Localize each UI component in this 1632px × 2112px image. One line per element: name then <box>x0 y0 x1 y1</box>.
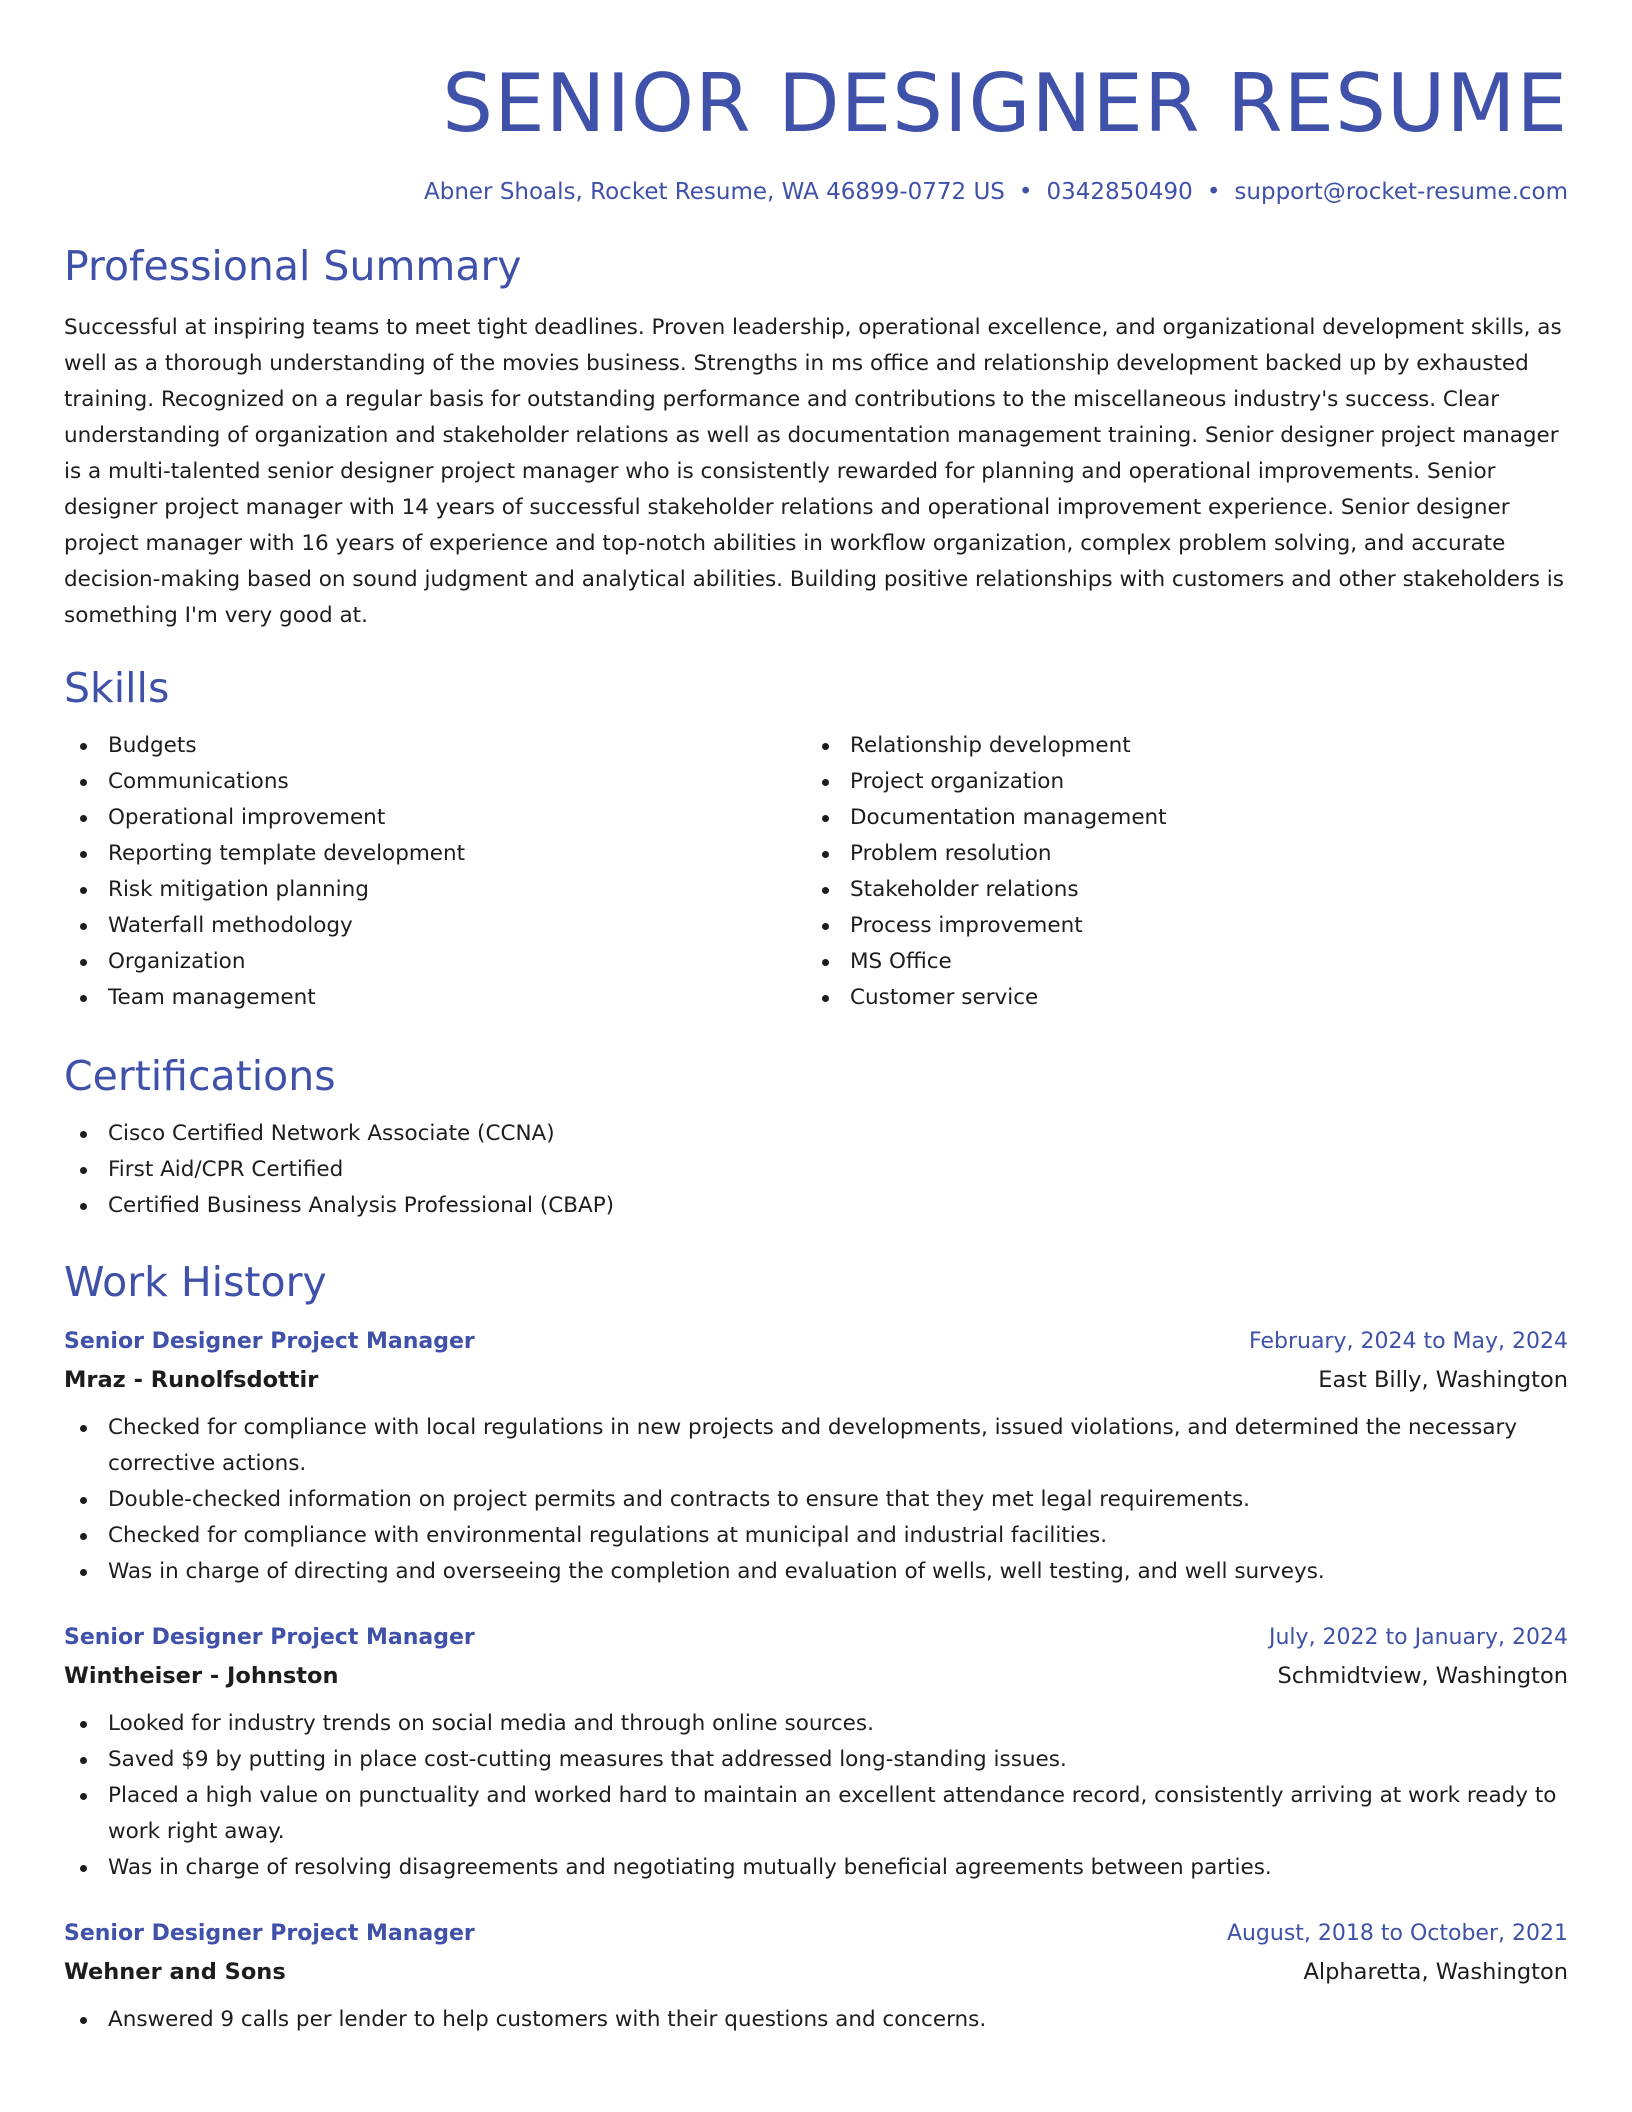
certifications-list <box>64 1116 1568 1224</box>
job-title: Senior Designer Project Manager <box>64 1329 475 1354</box>
skill-item: Project organization <box>806 764 1548 800</box>
contact-line <box>64 176 1568 208</box>
skill-item: Documentation management <box>806 800 1548 836</box>
job-header-row <box>64 1620 1568 1656</box>
skill-item: Reporting template development <box>64 836 806 872</box>
job-bullets <box>64 1410 1568 1590</box>
job-company: Mraz - Runolfsdottir <box>64 1367 319 1393</box>
skill-item: Risk mitigation planning <box>64 872 806 908</box>
skills-heading: Skills <box>64 664 170 712</box>
job-company-row <box>64 1360 1568 1400</box>
job-location: East Billy, Washington <box>1318 1367 1568 1393</box>
work-history-heading: Work History <box>64 1258 327 1306</box>
job-dates: February, 2024 to May, 2024 <box>1249 1329 1568 1354</box>
skill-item: MS Office <box>806 944 1548 980</box>
skill-item: Communications <box>64 764 806 800</box>
job-title: Senior Designer Project Manager <box>64 1921 475 1946</box>
skills-column-right <box>806 728 1548 1016</box>
job-company: Wehner and Sons <box>64 1959 286 1985</box>
job-bullet: Checked for compliance with environmental regulations at municipal and industrial facilities. <box>64 1518 1568 1554</box>
skill-item: Operational improvement <box>64 800 806 836</box>
skill-item: Waterfall methodology <box>64 908 806 944</box>
job-bullet: Answered 9 calls per lender to help customers with their questions and concerns. <box>64 2002 1568 2038</box>
contact-separator: • <box>1018 179 1033 205</box>
job-bullet: Placed a high value on punctuality and worked hard to maintain an excellent attendance record, consistently arriving at work ready to work right away. <box>64 1778 1568 1850</box>
skill-item: Budgets <box>64 728 806 764</box>
job-location: Alpharetta, Washington <box>1303 1959 1568 1985</box>
contact-address: Abner Shoals, Rocket Resume, WA 46899-0772 US <box>423 179 1005 205</box>
job-bullets <box>64 2002 1568 2038</box>
job-dates: July, 2022 to January, 2024 <box>1269 1625 1568 1650</box>
job-entry <box>64 1620 1568 1886</box>
job-bullet: Was in charge of resolving disagreements and negotiating mutually beneficial agreements between parties. <box>64 1850 1568 1886</box>
job-bullet: Double-checked information on project permits and contracts to ensure that they met legal requirements. <box>64 1482 1568 1518</box>
certification-item: Cisco Certified Network Associate (CCNA) <box>64 1116 1568 1152</box>
summary-text: Successful at inspiring teams to meet tight deadlines. Proven leadership, operational excellence, and organizational development skills, as well as a thorough understanding of the movies business. Strengths in ms office and relationship development backed up by exhausted training. Recognized on a regular basis for outstanding performance and contributions to the miscellaneous industry's success. Clear understanding of organization and stakeholder relations as well as documentation management training. Senior designer project manager is a multi-talented senior designer project manager who is consistently rewarded for planning and operational improvements. Senior designer project manager with 14 years of successful stakeholder relations and operational improvement experience. Senior designer project manager with 16 years of experience and top-notch abilities in workflow organization, complex problem solving, and accurate decision-making based on sound judgment and analytical abilities. Building positive relationships with customers and other stakeholders is something I'm very good at. <box>64 315 1564 628</box>
certifications-heading: Certifications <box>64 1052 336 1100</box>
job-company: Wintheiser - Johnston <box>64 1663 339 1689</box>
contact-phone: 0342850490 <box>1046 179 1193 205</box>
skill-item: Customer service <box>806 980 1548 1016</box>
job-bullets <box>64 1706 1568 1886</box>
job-bullet: Saved $9 by putting in place cost-cutting measures that addressed long-standing issues. <box>64 1742 1568 1778</box>
skill-item: Team management <box>64 980 806 1016</box>
job-dates: August, 2018 to October, 2021 <box>1226 1921 1568 1946</box>
skill-item: Process improvement <box>806 908 1548 944</box>
contact-separator: • <box>1206 179 1221 205</box>
job-company-row <box>64 1656 1568 1696</box>
skill-item: Stakeholder relations <box>806 872 1548 908</box>
certification-item: Certified Business Analysis Professional (CBAP) <box>64 1188 1568 1224</box>
contact-email[interactable]: support@rocket-resume.com <box>1234 179 1568 205</box>
skill-item: Relationship development <box>806 728 1548 764</box>
job-location: Schmidtview, Washington <box>1277 1663 1568 1689</box>
skill-item: Organization <box>64 944 806 980</box>
job-bullet: Checked for compliance with local regulations in new projects and developments, issued violations, and determined the necessary corrective actions. <box>64 1410 1568 1482</box>
job-bullet: Was in charge of directing and overseeing the completion and evaluation of wells, well testing, and well surveys. <box>64 1554 1568 1590</box>
skills-column-left <box>64 728 806 1016</box>
job-company-row <box>64 1952 1568 1992</box>
job-header-row <box>64 1916 1568 1952</box>
job-header-row <box>64 1324 1568 1360</box>
certification-item: First Aid/CPR Certified <box>64 1152 1568 1188</box>
skill-item: Problem resolution <box>806 836 1548 872</box>
job-title: Senior Designer Project Manager <box>64 1625 475 1650</box>
skills-list <box>64 728 1568 1016</box>
job-bullet: Looked for industry trends on social media and through online sources. <box>64 1706 1568 1742</box>
summary-heading: Professional Summary <box>64 242 522 290</box>
job-entry <box>64 1916 1568 2038</box>
job-entry <box>64 1324 1568 1590</box>
resume-page <box>64 0 1568 2038</box>
resume-title: SENIOR DESIGNER RESUME <box>442 57 1568 150</box>
